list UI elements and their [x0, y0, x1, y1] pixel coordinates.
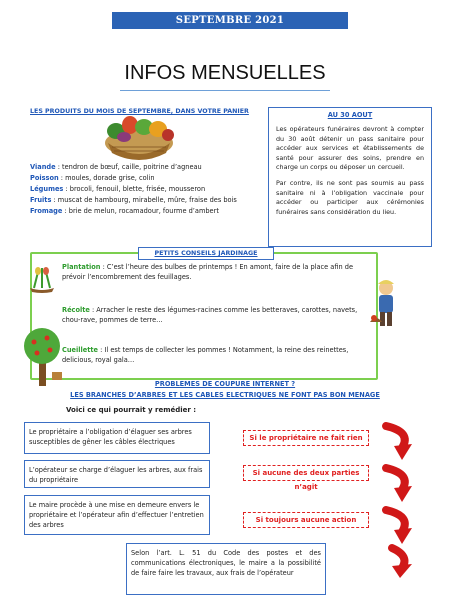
- produit-poisson: Poisson : moules, dorade grise, colin: [30, 174, 155, 182]
- produits-list: [30, 162, 280, 217]
- coupure-heading-1: PROBLEMES DE COUPURE INTERNET ?: [154, 380, 296, 388]
- condition-3-box: Si toujours aucune action: [243, 512, 369, 528]
- condition-2-box: Si aucune des deux parties n’agit: [243, 465, 369, 481]
- step-3-box: Le maire procède à une mise en demeure envers le propriétaire et l’opérateur afin d’effectuer l’entretien des arbres: [24, 495, 210, 535]
- coupure-intro: Voici ce qui pourrait y remédier :: [66, 406, 197, 414]
- produit-fruits: Fruits : muscat de hambourg, mirabelle, mûre, fraise des bois: [30, 196, 237, 204]
- bulb-plant-image: [24, 262, 60, 294]
- aout-heading: AU 30 AOUT: [327, 111, 373, 119]
- step-2-box: L’opérateur se charge d’élaguer les arbres, aux frais du propriétaire: [24, 460, 210, 488]
- condition-1-box: Si le propriétaire ne fait rien: [243, 430, 369, 446]
- month-banner: SEPTEMBRE 2021: [112, 12, 348, 29]
- title-divider: [120, 90, 330, 91]
- conseil-plantation: Plantation : C’est l’heure des bulbes de printemps ! En amont, faire de la place afin de prévoir l’encombrement des feuillages.: [62, 263, 354, 281]
- vegetable-basket-image: [98, 113, 180, 161]
- page-title: INFOS MENSUELLES: [124, 62, 326, 84]
- curved-arrows-image: [372, 418, 422, 578]
- produit-legumes: Légumes : brocoli, fenouil, blette, frisée, mousseron: [30, 185, 206, 193]
- conseils-heading: PETITS CONSEILS JARDINAGE: [138, 247, 274, 260]
- final-rule-box: Selon l’art. L. 51 du Code des postes et des communications électroniques, le maire a la possibilité de faire faire les travaux, aux frais de l’opérateur: [126, 543, 326, 595]
- coupure-heading-2: LES BRANCHES D’ARBRES ET LES CABLES ELECTRIQUES NE FONT PAS BON MENAGE: [70, 391, 380, 399]
- aout-paragraph-2: Par contre, ils ne sont pas soumis au pass sanitaire ni à l’obligation vaccinale pour accéder ou participer aux cérémonies funéraires sans considération du lieu.: [276, 178, 424, 216]
- aout-notice-box: [268, 107, 432, 247]
- conseil-recolte: Récolte : Arracher le reste des légumes-racines comme les betteraves, carottes, navets, chou-rave, pommes de terre…: [62, 306, 358, 324]
- gardener-figure-image: [366, 278, 406, 332]
- step-1-box: Le propriétaire a l’obligation d’élaguer ses arbres susceptibles de gêner les câbles électriques: [24, 422, 210, 454]
- aout-paragraph-1: Les opérateurs funéraires devront à compter du 30 août détenir un pass sanitaire pour accéder aux services et établissements de santé pour assurer des soins, prendre en charge un corps ou déposer un cercueil.: [276, 125, 424, 172]
- produits-heading: LES PRODUITS DU MOIS DE SEPTEMBRE, DANS VOTRE PANIER: [30, 108, 249, 115]
- conseil-cueillette: Cueillette : Il est temps de collecter les pommes ! Notamment, la reine des reinettes, delicious, royal gala…: [62, 346, 349, 364]
- produit-viande: Viande : tendron de bœuf, caille, poitrine d’agneau: [30, 163, 202, 171]
- produit-fromage: Fromage : brie de melun, rocamadour, fourme d’ambert: [30, 207, 219, 215]
